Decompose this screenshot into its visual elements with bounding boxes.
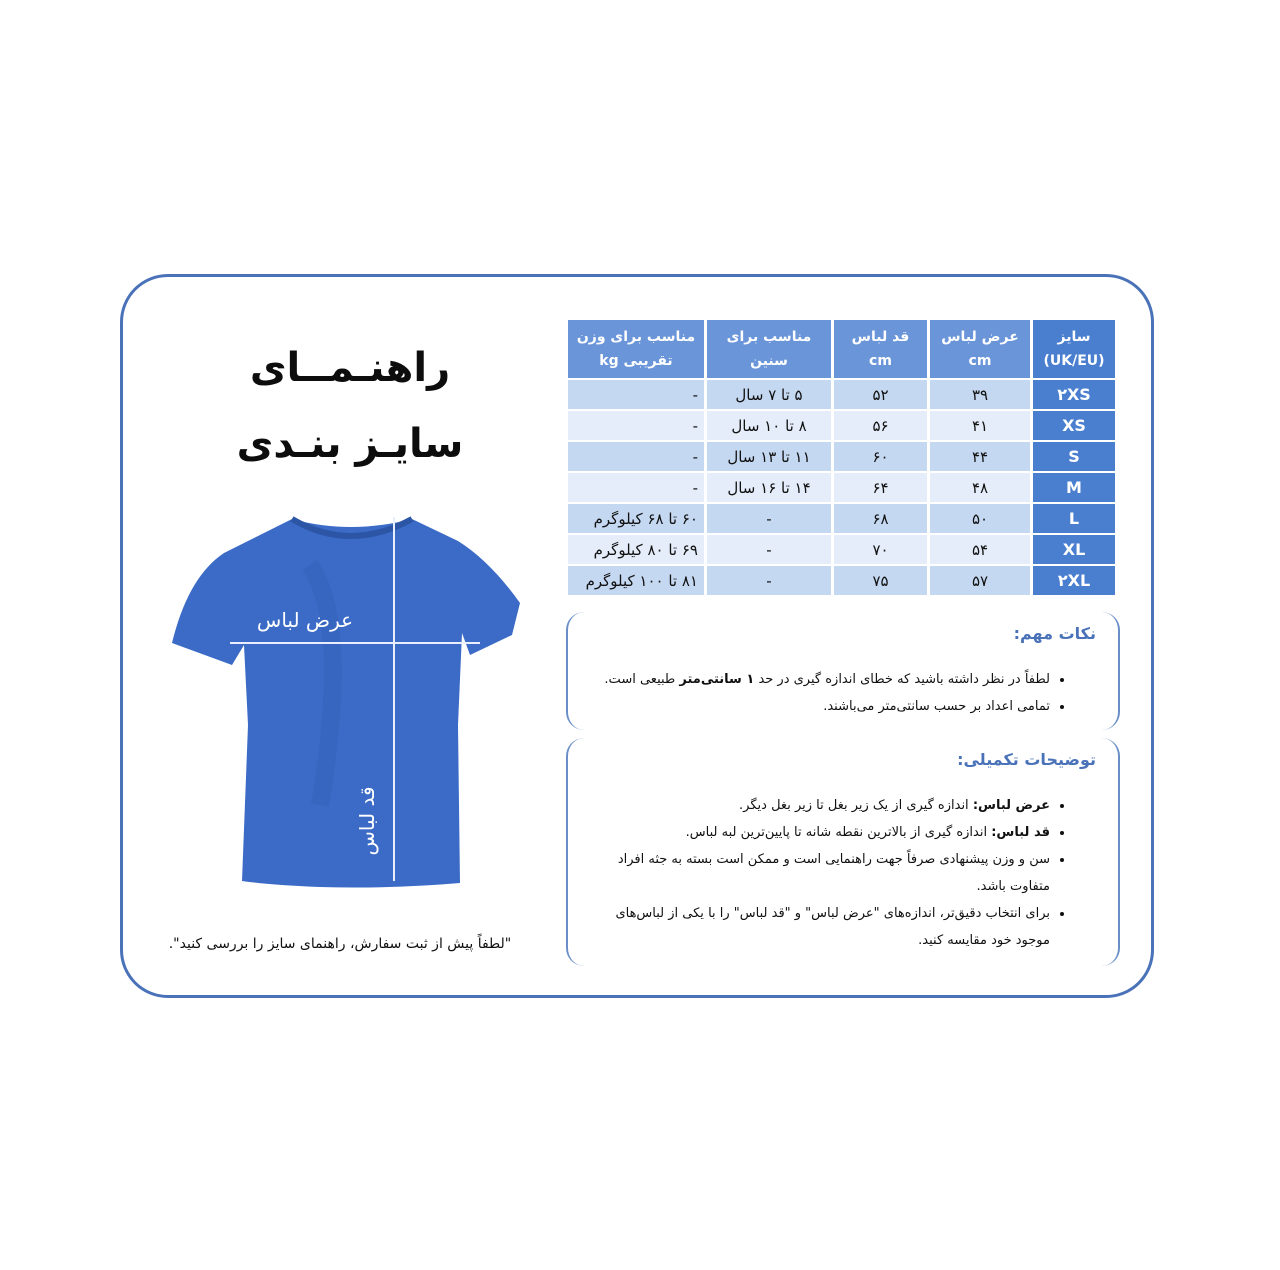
cell-weight: - [568,442,704,471]
header-length: قد لباس cm [834,320,927,378]
cell-width: ۵۴ [930,535,1030,564]
cell-age: - [707,535,831,564]
table-row [568,380,1115,409]
header-width: عرض لباس cm [930,320,1030,378]
extra-notes-list [588,792,1068,954]
cell-length: ۷۵ [834,566,927,595]
cell-width: ۳۹ [930,380,1030,409]
table-row [568,442,1115,471]
important-notes-title: نکات مهم: [1013,624,1096,643]
extra-notes-box [566,738,1120,966]
extra-notes-title: توضیحات تکمیلی: [957,750,1096,769]
cell-age: - [707,504,831,533]
cell-width: ۴۴ [930,442,1030,471]
cell-weight: ۶۹ تا ۸۰ کیلوگرم [568,535,704,564]
cell-weight: - [568,473,704,502]
cell-length: ۵۶ [834,411,927,440]
cell-age: ۵ تا ۷ سال [707,380,831,409]
cell-age: ۱۴ تا ۱۶ سال [707,473,831,502]
important-notes-box [566,612,1120,730]
cell-width: ۴۸ [930,473,1030,502]
cell-length: ۷۰ [834,535,927,564]
cell-size: ۲XS [1033,380,1115,409]
cell-size: S [1033,442,1115,471]
table-row [568,566,1115,595]
cell-width: ۵۰ [930,504,1030,533]
length-label: قد لباس [355,786,379,856]
cell-age: ۱۱ تا ۱۳ سال [707,442,831,471]
cell-width: ۵۷ [930,566,1030,595]
cell-length: ۶۴ [834,473,927,502]
table-row [568,535,1115,564]
tshirt-body [172,519,520,888]
tshirt-illustration [160,505,540,895]
footnote: "لطفاً پیش از ثبت سفارش، راهنمای سایز را بررسی کنید". [168,936,512,952]
title-line-1: راهنـمــای [249,345,451,391]
size-table [565,318,1118,597]
cell-size: XL [1033,535,1115,564]
cell-size: L [1033,504,1115,533]
extra-item: • سن و وزن پیشنهادی صرفاً جهت راهنمایی است و ممکن است بسته به جثه افراد متفاوت باشد. [588,846,1050,900]
table-row [568,411,1115,440]
cell-weight: ۶۰ تا ۶۸ کیلوگرم [568,504,704,533]
table-row [568,504,1115,533]
extra-item: • عرض لباس: اندازه گیری از یک زیر بغل تا زیر بغل دیگر. [588,792,1050,819]
table-row [568,473,1115,502]
cell-age: ۸ تا ۱۰ سال [707,411,831,440]
cell-length: ۶۰ [834,442,927,471]
header-weight: مناسب برای وزن تقریبی kg [568,320,704,378]
cell-size: M [1033,473,1115,502]
width-label: عرض لباس [256,608,354,632]
important-notes-list [588,666,1068,720]
title-line-2: سایـز بنـدی [236,421,464,467]
cell-weight: - [568,380,704,409]
note-item: • لطفاً در نظر داشته باشید که خطای اندازه گیری در حد ۱ سانتی‌متر طبیعی است. [588,666,1050,693]
cell-length: ۵۲ [834,380,927,409]
extra-item: • قد لباس: اندازه گیری از بالاترین نقطه شانه تا پایین‌ترین لبه لباس. [588,819,1050,846]
cell-size: ۲XL [1033,566,1115,595]
extra-item: • برای انتخاب دقیق‌تر، اندازه‌های "عرض لباس" و "قد لباس" را با یکی از لباس‌های موجود خود مقایسه کنید. [588,900,1050,954]
note-item: • تمامی اعداد بر حسب سانتی‌متر می‌باشند. [588,693,1050,720]
header-size: سایز (UK/EU) [1033,320,1115,378]
table-header-row [568,320,1115,378]
cell-weight: - [568,411,704,440]
cell-width: ۴۱ [930,411,1030,440]
cell-length: ۶۸ [834,504,927,533]
cell-weight: ۸۱ تا ۱۰۰ کیلوگرم [568,566,704,595]
cell-size: XS [1033,411,1115,440]
header-age: مناسب برای سنین [707,320,831,378]
page-title [220,330,480,482]
cell-age: - [707,566,831,595]
